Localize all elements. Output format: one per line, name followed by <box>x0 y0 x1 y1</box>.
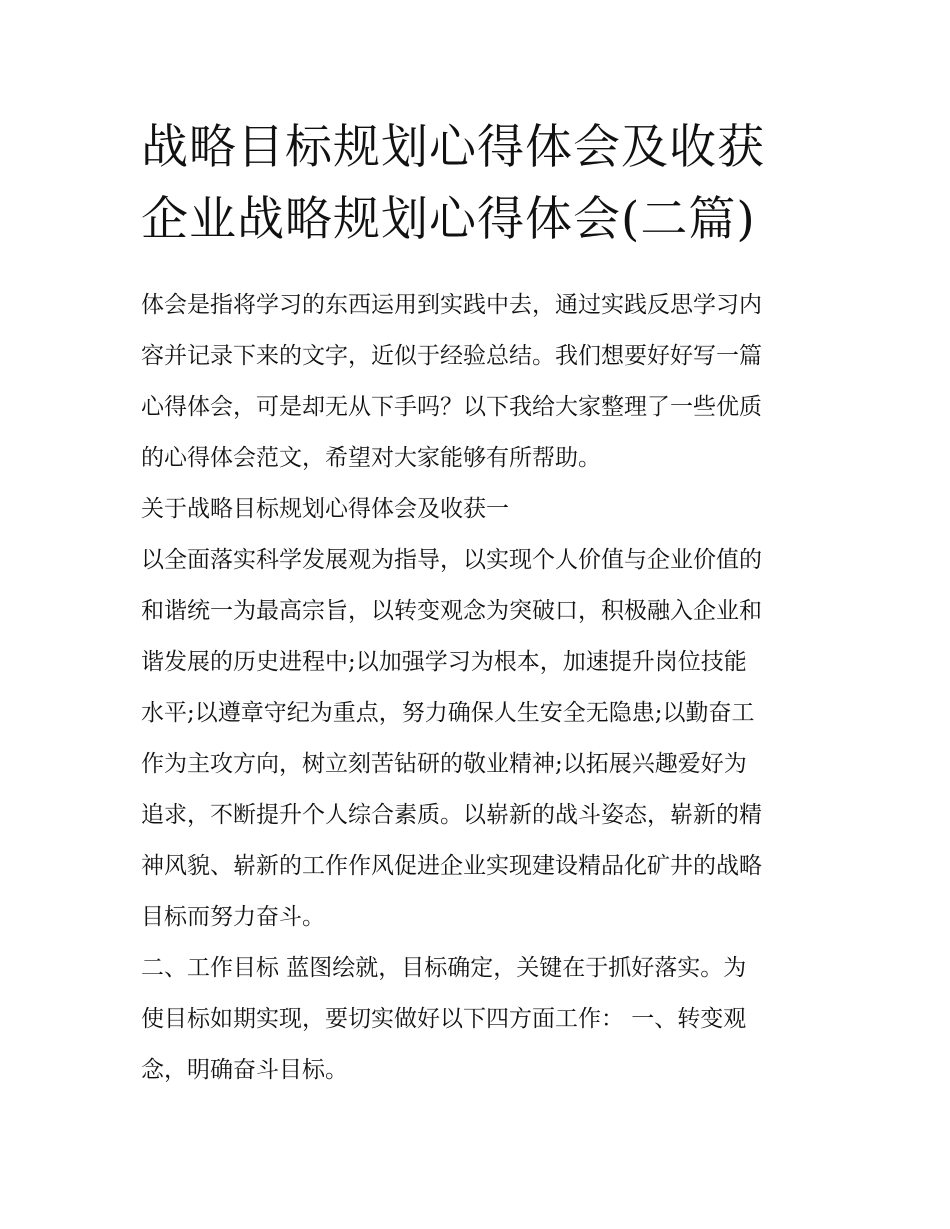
title-line-1: 战略目标规划心得体会及收获 <box>141 120 765 175</box>
document-body <box>141 280 821 1096</box>
text-line-7: 和谐统一为最高宗旨，以转变观念为突破口，积极融入企业和 <box>141 598 762 624</box>
document-page <box>141 112 821 1096</box>
text-line-1: 体会是指将学习的东西运用到实践中去，通过实践反思学习内 <box>141 292 762 318</box>
section-heading: 关于战略目标规划心得体会及收获一 <box>141 496 509 522</box>
text-line-14: 二、工作目标 蓝图绘就，目标确定，关键在于抓好落实。为 <box>141 955 747 981</box>
text-line-2: 容并记录下来的文字，近似于经验总结。我们想要好好写一篇 <box>141 343 762 369</box>
text-line-16: 念，明确奋斗目标。 <box>141 1057 348 1083</box>
document-title <box>141 112 821 256</box>
text-line-9: 水平;以遵章守纪为重点，努力确保人生安全无隐患;以勤奋工 <box>141 700 755 726</box>
text-line-6: 以全面落实科学发展观为指导，以实现个人价值与企业价值的 <box>141 547 762 573</box>
text-line-11: 追求，不断提升个人综合素质。以崭新的战斗姿态，崭新的精 <box>141 802 762 828</box>
text-line-13: 目标而努力奋斗。 <box>141 904 325 930</box>
text-line-12: 神风貌、崭新的工作作风促进企业实现建设精品化矿井的战略 <box>141 853 762 879</box>
text-line-4: 的心得体会范文，希望对大家能够有所帮助。 <box>141 445 601 471</box>
text-line-8: 谐发展的历史进程中;以加强学习为根本，加速提升岗位技能 <box>141 649 747 675</box>
text-line-10: 作为主攻方向，树立刻苦钻研的敬业精神;以拓展兴趣爱好为 <box>141 751 747 777</box>
text-line-15: 使目标如期实现，要切实做好以下四方面工作： 一、转变观 <box>141 1006 747 1032</box>
text-line-3: 心得体会，可是却无从下手吗？以下我给大家整理了一些优质 <box>141 394 762 420</box>
title-line-2: 企业战略规划心得体会(二篇) <box>141 192 756 247</box>
